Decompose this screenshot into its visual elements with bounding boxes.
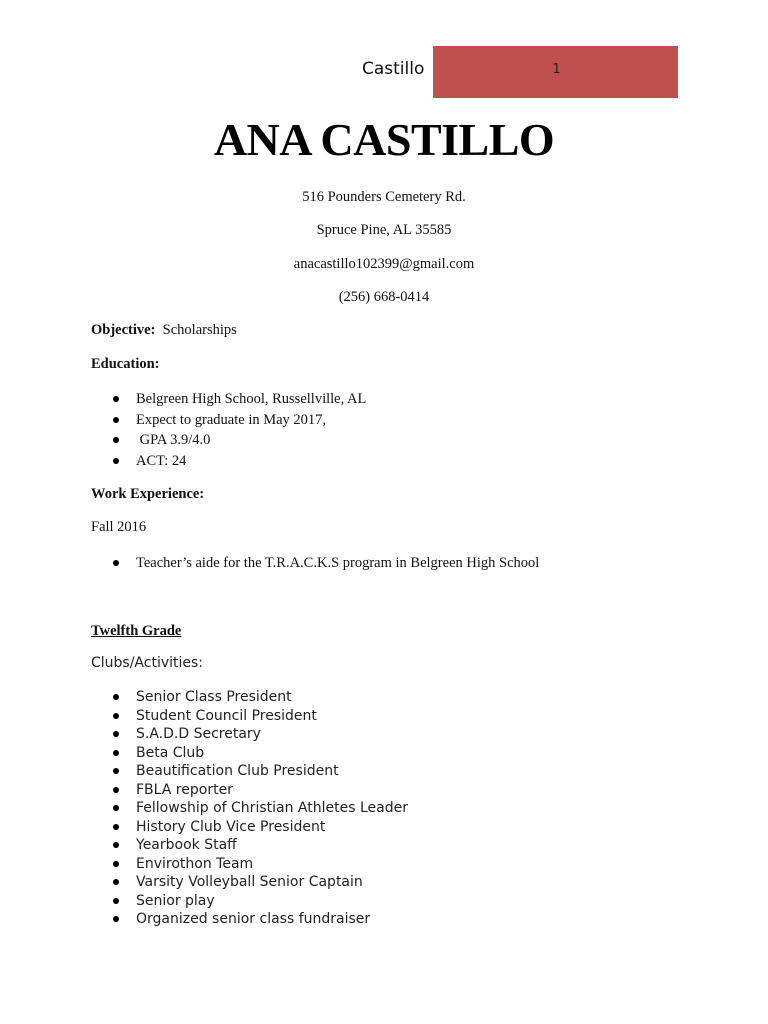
list-item: FBLA reporter [91, 781, 408, 800]
work-term: Fall 2016 [91, 519, 147, 535]
list-item: Beautification Club President [91, 762, 408, 781]
list-item: ACT: 24 [91, 451, 366, 472]
list-item: Varsity Volleyball Senior Captain [91, 873, 408, 892]
header-page-box [433, 46, 678, 98]
list-item: Teacher’s aide for the T.R.A.C.K.S program in Belgreen High School [91, 553, 539, 574]
list-item: Beta Club [91, 744, 408, 763]
address-line-2: Spruce Pine, AL 35585 [316, 222, 452, 238]
list-item: Organized senior class fundraiser [91, 910, 408, 929]
phone: (256) 668-0414 [338, 289, 430, 305]
list-item: Senior Class President [91, 688, 408, 707]
page-number: 1 [552, 62, 561, 77]
work-heading: Work Experience: [91, 486, 205, 502]
list-item: S.A.D.D Secretary [91, 725, 408, 744]
header-name: Castillo [362, 59, 425, 79]
list-item: Fellowship of Christian Athletes Leader [91, 799, 408, 818]
list-item: Envirothon Team [91, 855, 408, 874]
objective-label: Objective: [91, 322, 156, 338]
page-title: ANA CASTILLO [213, 114, 555, 165]
list-item: Belgreen High School, Russellville, AL [91, 389, 366, 410]
clubs-label: Clubs/Activities: [91, 655, 204, 671]
education-heading: Education: [91, 356, 160, 372]
list-item: Yearbook Staff [91, 836, 408, 855]
address-line-1: 516 Pounders Cemetery Rd. [302, 189, 466, 205]
list-item: Expect to graduate in May 2017, [91, 410, 366, 431]
work-list [91, 553, 539, 574]
list-item: Senior play [91, 892, 408, 911]
objective-value: Scholarships [162, 322, 237, 338]
list-item: Student Council President [91, 707, 408, 726]
objective [91, 322, 237, 339]
email: anacastillo102399@gmail.com [293, 256, 475, 272]
clubs-list [91, 688, 408, 929]
twelfth-grade-heading: Twelfth Grade [91, 623, 182, 639]
list-item: GPA 3.9/4.0 [91, 430, 366, 451]
education-list [91, 389, 366, 471]
list-item: History Club Vice President [91, 818, 408, 837]
